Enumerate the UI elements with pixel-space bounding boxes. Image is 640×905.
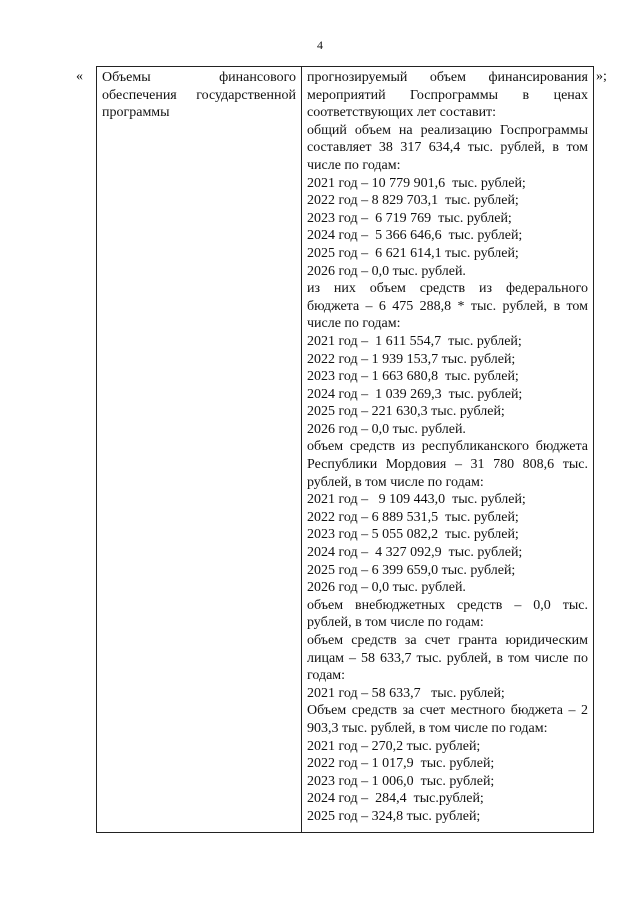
closing-quote-mark: »;: [596, 69, 607, 84]
financing-year-line: 2026 год – 0,0 тыс. рублей.: [306, 580, 466, 596]
row-label: Объемы финансового обеспечения государственной программы: [102, 70, 296, 121]
financing-paragraph: объем внебюджетных средств – 0,0 тыс. рублей, в том числе по годам:: [306, 597, 588, 631]
financing-year-line: 2025 год – 6 621 614,1 тыс. рублей;: [306, 245, 519, 261]
row-value-cell: [301, 67, 593, 833]
financing-paragraph: из них объем средств из федерального бюджета – 6 475 288,8 * тыс. рублей, в том числе по годам:: [306, 281, 588, 332]
financing-year-line: 2021 год – 1 611 554,7 тыс. рублей;: [306, 333, 522, 349]
financing-year-line: 2021 год – 9 109 443,0 тыс. рублей;: [306, 492, 526, 508]
financing-year-line: 2023 год – 1 006,0 тыс. рублей;: [306, 773, 495, 789]
financing-year-line: 2022 год – 6 889 531,5 тыс. рублей;: [306, 509, 519, 525]
financing-paragraph: прогнозируемый объем финансирования мероприятий Госпрограммы в ценах соответствующих лет составит:: [306, 70, 588, 121]
financing-paragraph: объем средств из республиканского бюджета Республики Мордовия – 31 780 808,6 тыс. рублей, в том числе по годам:: [306, 439, 588, 490]
financing-paragraph: Объем средств за счет местного бюджета – 2 903,3 тыс. рублей, в том числе по годам:: [306, 703, 588, 736]
financing-year-line: 2022 год – 8 829 703,1 тыс. рублей;: [306, 193, 519, 209]
financing-year-line: 2021 год – 10 779 901,6 тыс. рублей;: [306, 175, 526, 191]
financing-year-line: 2025 год – 221 630,3 тыс. рублей;: [306, 404, 505, 420]
opening-quote-mark: «: [76, 69, 83, 84]
financing-lines-list: [307, 69, 588, 826]
financing-year-line: 2025 год – 324,8 тыс. рублей;: [306, 808, 481, 824]
financing-year-line: 2024 год – 4 327 092,9 тыс. рублей;: [306, 545, 523, 561]
page-number: 4: [317, 38, 323, 52]
financing-year-line: 2023 год – 5 055 082,2 тыс. рублей;: [306, 527, 519, 543]
financing-paragraph: общий объем на реализацию Госпрограммы составляет 38 317 634,4 тыс. рублей, в том числе по годам:: [306, 122, 588, 173]
financing-year-line: 2021 год – 270,2 тыс. рублей;: [306, 738, 481, 754]
financing-year-line: 2024 год – 5 366 646,6 тыс. рублей;: [306, 228, 523, 244]
financing-year-line: 2024 год – 284,4 тыс.рублей;: [306, 791, 484, 807]
financing-paragraph: объем средств за счет гранта юридическим лицам – 58 633,7 тыс. рублей, в том числе по годам:: [306, 633, 588, 684]
financing-year-line: 2025 год – 6 399 659,0 тыс. рублей;: [306, 562, 516, 578]
financing-year-line: 2026 год – 0,0 тыс. рублей.: [306, 263, 466, 279]
row-label-cell: [97, 67, 302, 833]
program-passport-table: [96, 66, 594, 833]
financing-year-line: 2022 год – 1 017,9 тыс. рублей;: [306, 756, 495, 772]
financing-year-line: 2023 год – 6 719 769 тыс. рублей;: [306, 210, 512, 226]
financing-year-line: 2023 год – 1 663 680,8 тыс. рублей;: [306, 369, 519, 385]
financing-year-line: 2026 год – 0,0 тыс. рублей.: [306, 421, 466, 437]
financing-year-line: 2022 год – 1 939 153,7 тыс. рублей;: [306, 351, 516, 367]
financing-year-line: 2024 год – 1 039 269,3 тыс. рублей;: [306, 386, 523, 402]
financing-year-line: 2021 год – 58 633,7 тыс. рублей;: [306, 685, 505, 701]
table-row: [97, 67, 594, 833]
